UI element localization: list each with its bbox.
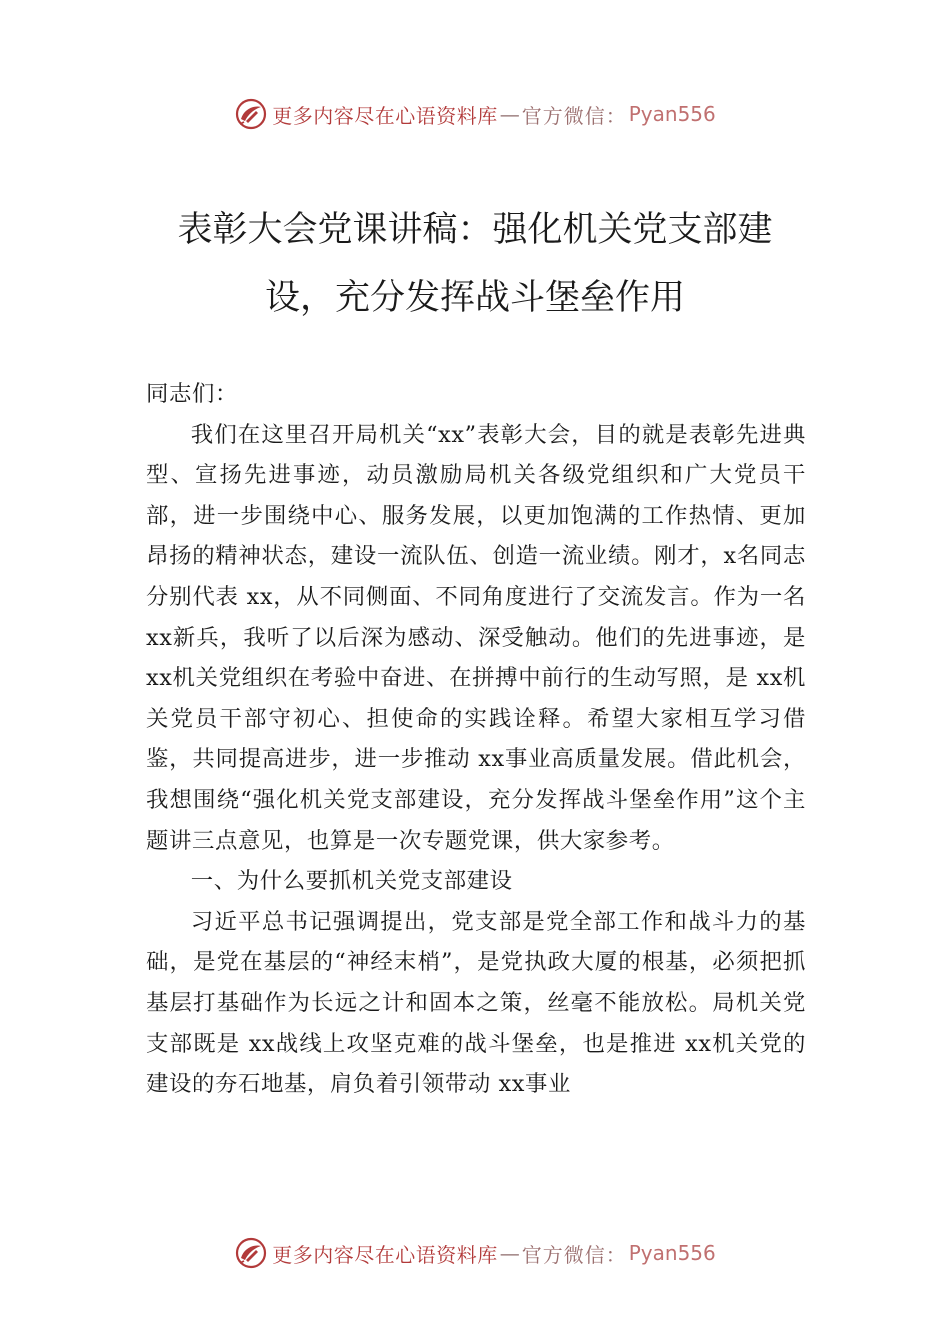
banner-separator: — <box>499 102 520 126</box>
banner-site-text: 更多内容尽在心语资料库 <box>272 103 498 128</box>
pen-logo-icon <box>234 1236 268 1270</box>
banner-wechat-id: Pyan556 <box>628 102 716 126</box>
banner-wechat-id: Pyan556 <box>628 1241 716 1265</box>
banner-wechat-label: 官方微信： <box>521 1242 627 1267</box>
title-line-2: 设，充分发挥战斗堡垒作用 <box>264 278 685 318</box>
title-line-1: 表彰大会党课讲稿：强化机关党支部建 <box>177 210 773 250</box>
banner-site-text: 更多内容尽在心语资料库 <box>272 1242 498 1267</box>
section-heading-1: 一、为什么要抓机关党支部建设 <box>190 868 513 895</box>
document-body <box>146 374 806 1105</box>
banner-wechat-label: 官方微信： <box>521 103 627 128</box>
salutation: 同志们： <box>146 381 238 407</box>
document-title <box>120 196 830 332</box>
header-watermark-banner <box>0 94 950 134</box>
paragraph-intro: 我们在这里召开局机关“xx”表彰大会，目的就是表彰先进典型、宣扬先进事迹，动员激励局机关各级党组织和广大党员干部，进一步围绕中心、服务发展，以更加饱满的工作热情、更加昂扬的精神状态，建设一流队伍、创造一流业绩。刚才，x名同志分别代表 xx，从不同侧面、不同角度进行了交流发言。作为一名 xx新兵，我听了以后深为感动、深受触动。他们的先进事迹，是 xx机关党组织在考验中奋进、在拼搏中前行的生动写照，是 xx机关党员干部守初心、担使命的实践诠释。希望大家相互学习借鉴，共同提高进步，进一步推动 xx事业高质量发展。借此机会，我想围绕“强化机关党支部建设，充分发挥战斗堡垒作用”这个主题讲三点意见，也算是一次专题党课，供大家参考。 <box>146 421 806 854</box>
banner-separator: — <box>499 1241 520 1265</box>
footer-watermark-banner <box>0 1233 950 1273</box>
pen-logo-icon <box>234 97 268 131</box>
paragraph-section-1: 习近平总书记强调提出，党支部是党全部工作和战斗力的基础，是党在基层的“神经末梢”，是党执政大厦的根基，必须把抓基层打基础作为长远之计和固本之策，丝毫不能放松。局机关党支部既是 xx战线上攻坚克难的战斗堡垒，也是推进 xx机关党的建设的夯石地基，肩负着引领带动 xx事业 <box>146 908 806 1098</box>
